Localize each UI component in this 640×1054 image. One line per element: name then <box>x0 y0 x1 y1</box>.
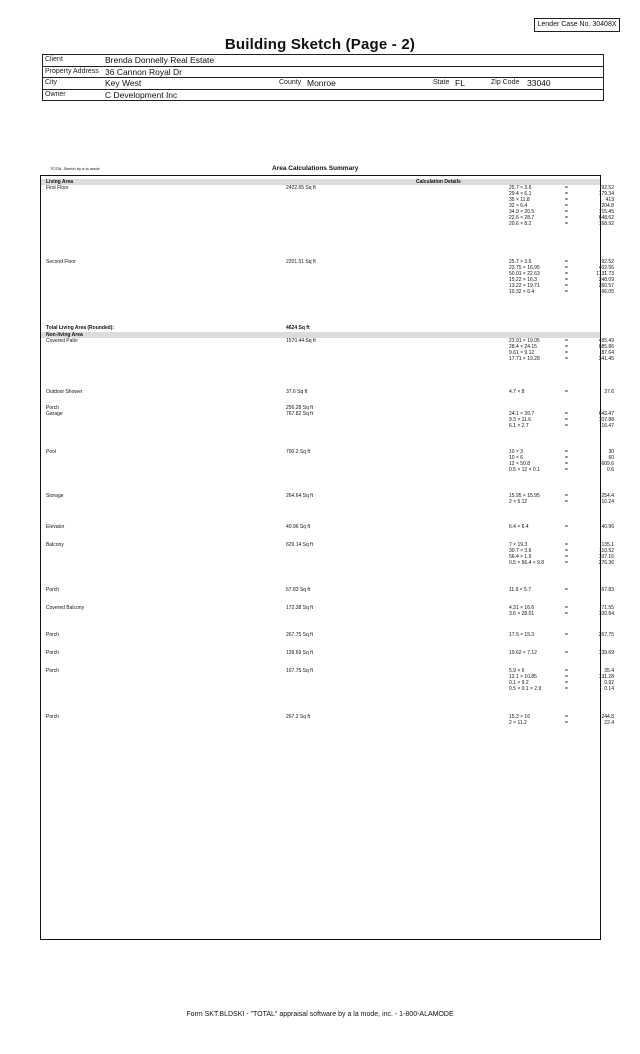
area-size: 40.96 Sq ft <box>286 524 311 530</box>
calculation-line <box>509 221 614 227</box>
equals-sign: = <box>565 449 568 455</box>
calculation-expression: 25.7 × 3.6 <box>509 185 532 191</box>
city-value: Key West <box>105 78 142 88</box>
city-row <box>43 78 603 90</box>
area-size: 700.2 Sq ft <box>286 449 311 455</box>
equals-sign: = <box>565 203 568 210</box>
calculation-expression: 56.4 × 1.9 <box>509 554 532 561</box>
subject-info-table <box>42 54 604 101</box>
calculation-result: 0.6 <box>607 467 614 474</box>
equals-sign: = <box>565 587 568 593</box>
calculation-result: 685.86 <box>598 344 614 351</box>
calculation-expression: 11.9 × 5.7 <box>509 587 532 593</box>
calculation-result: 248.09 <box>598 277 614 284</box>
area-size: 172.38 Sq ft <box>286 605 313 611</box>
calculation-line <box>509 720 614 726</box>
calculation-line <box>509 650 614 656</box>
calculation-line <box>509 423 614 429</box>
equals-sign: = <box>565 554 568 561</box>
calculation-expression: 23.91 × 19.05 <box>509 338 540 344</box>
calculation-result: 22.4 <box>604 720 614 727</box>
calculation-result: 107.88 <box>598 417 614 424</box>
calculation-expression: 5.9 × 6 <box>509 668 525 674</box>
equals-sign: = <box>565 674 568 681</box>
state-label: State <box>433 79 450 86</box>
calculation-expression: 17.71 × 19.28 <box>509 356 540 363</box>
equals-sign: = <box>565 338 568 344</box>
calculation-list <box>509 259 614 295</box>
area-size: 1570.44 Sq ft <box>286 338 316 344</box>
calculation-result: 402.56 <box>598 265 614 272</box>
calculation-list <box>509 714 614 726</box>
total-living-area-value: 4624 Sq ft <box>286 325 310 331</box>
page-title: Building Sketch (Page - 2) <box>224 36 416 53</box>
equals-sign: = <box>565 611 568 618</box>
calculation-result: 204.8 <box>601 203 614 210</box>
equals-sign: = <box>565 720 568 727</box>
area-name: Garage <box>46 411 63 417</box>
area-name: Porch <box>46 587 60 593</box>
owner-row <box>43 90 603 102</box>
address-label: Property Address <box>45 67 99 75</box>
address-row <box>43 67 603 79</box>
calculation-line <box>509 499 614 505</box>
calculation-result: 16.47 <box>601 423 614 430</box>
equals-sign: = <box>565 356 568 363</box>
calculation-expression: 0.5 × 56.4 × 9.8 <box>509 560 545 567</box>
calculation-list <box>509 338 614 362</box>
calculation-result: 643.47 <box>598 411 614 417</box>
calculation-expression: 25.7 × 3.6 <box>509 259 532 265</box>
equals-sign: = <box>565 283 568 290</box>
zip-value: 33040 <box>527 78 551 88</box>
area-name: Porch <box>46 405 60 411</box>
calculation-result: 648.62 <box>598 215 614 222</box>
calculation-expression: 50.01 × 22.63 <box>509 271 540 278</box>
area-name: Porch <box>46 632 60 638</box>
sketch-credit: TOTAL Sketch by a la mode <box>50 166 100 171</box>
calculation-expression: 34.9 × 20.5 <box>509 209 535 216</box>
calculation-expression: 0.5 × 12 × 0.1 <box>509 467 540 474</box>
owner-value: C Development Inc <box>105 89 178 100</box>
form-footer: Form SKT.BLDSKI - "TOTAL" appraisal software by a la mode, inc. - 1-800-ALAMODE <box>186 1011 454 1018</box>
calculation-expression: 6.1 × 2.7 <box>509 423 529 430</box>
calculation-expression: 12.1 × 10.85 <box>509 674 537 681</box>
calculation-result: 107.16 <box>598 554 614 561</box>
calculation-result: 609.6 <box>601 461 614 468</box>
area-size: 139.69 Sq ft <box>286 650 313 656</box>
area-name: Porch <box>46 650 60 656</box>
area-calculations-box <box>40 175 614 940</box>
calculation-expression: 10 × 6 <box>509 455 524 462</box>
calculation-line <box>509 467 614 473</box>
equals-sign: = <box>565 344 568 351</box>
equals-sign: = <box>565 197 568 204</box>
client-row <box>43 55 603 67</box>
equals-sign: = <box>565 632 568 638</box>
calculation-expression: 15.22 × 16.3 <box>509 277 537 284</box>
equals-sign: = <box>565 467 568 474</box>
calculation-expression: 13.22 × 19.71 <box>509 283 540 290</box>
calculation-expression: 35 × 11.8 <box>509 197 530 204</box>
calculation-expression: 0.5 × 0.1 × 2.9 <box>509 686 542 693</box>
calculation-result: 87.64 <box>601 350 614 357</box>
calculation-expression: 4.7 × 8 <box>509 389 525 395</box>
calculation-expression: 24.1 × 26.7 <box>509 411 535 417</box>
calculation-list <box>509 411 614 429</box>
calculation-result: 60 <box>608 455 614 462</box>
city-label: City <box>45 79 58 86</box>
calculation-result: 455.49 <box>598 338 614 344</box>
state-value: FL <box>455 78 465 88</box>
calculation-list <box>509 542 614 566</box>
calculation-expression: 23.75 × 16.95 <box>509 265 540 272</box>
calculation-expression: 10.32 × 6.4 <box>509 289 535 296</box>
calculation-list <box>509 605 614 617</box>
area-name: Balcony <box>46 542 64 548</box>
calculation-line <box>509 611 614 617</box>
calculation-list <box>509 449 614 473</box>
calculation-list <box>509 524 614 530</box>
calculation-expression: 6.4 × 6.4 <box>509 524 529 530</box>
calculation-list <box>509 632 614 638</box>
area-size: 167.75 Sq ft <box>286 668 313 674</box>
calculation-expression: 9.3 × 11.6 <box>509 417 532 424</box>
lender-case-number: Lender Case No. 30408X <box>534 18 620 32</box>
calculation-result: 276.36 <box>598 560 614 567</box>
calculation-expression: 9.61 × 9.12 <box>509 350 535 357</box>
calculation-list <box>509 493 614 505</box>
calculation-result: 37.6 <box>604 389 614 395</box>
equals-sign: = <box>565 714 568 720</box>
calculation-expression: 15.95 × 15.95 <box>509 493 540 499</box>
equals-sign: = <box>565 277 568 284</box>
area-name: Storage <box>46 493 64 499</box>
calculation-result: 139.69 <box>598 650 614 656</box>
calculation-result: 341.45 <box>598 356 614 363</box>
area-name: First Floor <box>46 185 69 191</box>
calculation-line <box>509 524 614 530</box>
area-size: 2201.51 Sq ft <box>286 259 316 265</box>
calculation-list <box>509 668 614 692</box>
calculation-result: 135.1 <box>601 542 614 548</box>
calculation-expression: 32 × 6.4 <box>509 203 528 210</box>
calculation-expression: 17.5 × 15.3 <box>509 632 535 638</box>
zip-label: Zip Code <box>491 79 520 86</box>
calculation-result: 244.8 <box>601 714 614 720</box>
equals-sign: = <box>565 265 568 272</box>
equals-sign: = <box>565 271 568 278</box>
calculation-expression: 30.7 × 3.6 <box>509 548 532 555</box>
calculation-expression: 10 × 3 <box>509 449 524 455</box>
calculation-expression: 2 × 5.12 <box>509 499 528 506</box>
calculation-expression: 7 × 19.3 <box>509 542 528 548</box>
equals-sign: = <box>565 461 568 468</box>
calculation-result: 1131.73 <box>596 271 614 278</box>
area-name: Porch <box>46 714 60 720</box>
calculation-list <box>509 650 614 656</box>
equals-sign: = <box>565 411 568 417</box>
equals-sign: = <box>565 499 568 506</box>
area-name: Porch <box>46 668 60 674</box>
calculation-line <box>509 632 614 638</box>
calculation-expression: 0.1 × 9.2 <box>509 680 529 687</box>
equals-sign: = <box>565 185 568 191</box>
area-size: 264.64 Sq ft <box>286 493 313 499</box>
area-size: 267.75 Sq ft <box>286 632 313 638</box>
calculation-line <box>509 289 614 295</box>
area-size: 2422.65 Sq ft <box>286 185 316 191</box>
equals-sign: = <box>565 560 568 567</box>
equals-sign: = <box>565 417 568 424</box>
calculation-expression: 2 × 11.2 <box>509 720 527 727</box>
calculation-result: 92.52 <box>601 259 614 265</box>
calculation-result: 40.96 <box>601 524 614 530</box>
area-size: 267.2 Sq ft <box>286 714 311 720</box>
area-name: Outdoor Shower <box>46 389 83 395</box>
county-label: County <box>279 79 302 86</box>
address-value: 36 Cannon Royal Dr <box>105 66 183 77</box>
calculation-expression: 22.6 × 28.7 <box>509 215 535 222</box>
calculation-result: 110.52 <box>599 548 614 555</box>
calculation-expression: 12 × 50.8 <box>509 461 530 468</box>
equals-sign: = <box>565 542 568 548</box>
calculation-line <box>509 389 614 395</box>
client-label: Client <box>45 56 63 63</box>
client-value: Brenda Donnelly Real Estate <box>105 55 215 65</box>
calculation-result: 71.55 <box>601 605 614 611</box>
calculation-expression: 29.4 × 6.1 <box>509 191 532 198</box>
calculation-line <box>509 356 614 362</box>
equals-sign: = <box>565 289 568 296</box>
owner-label: Owner <box>45 90 66 98</box>
calculation-result: 10.24 <box>601 499 614 506</box>
summary-title: Area Calculations Summary <box>272 165 359 172</box>
area-name: Pool <box>46 449 57 455</box>
equals-sign: = <box>565 680 568 687</box>
calculation-result: 260.57 <box>598 283 614 290</box>
area-size: 767.82 Sq ft <box>286 411 313 417</box>
calculation-list <box>509 389 614 395</box>
county-value: Monroe <box>307 78 336 88</box>
equals-sign: = <box>565 215 568 222</box>
calculation-expression: 19.62 × 7.12 <box>509 650 537 656</box>
equals-sign: = <box>565 605 568 611</box>
area-name: Covered Balcony <box>46 605 85 611</box>
equals-sign: = <box>565 259 568 265</box>
equals-sign: = <box>565 191 568 198</box>
calculation-expression: 4.31 × 16.6 <box>509 605 535 611</box>
calculation-result: 131.28 <box>598 674 614 681</box>
equals-sign: = <box>565 686 568 693</box>
equals-sign: = <box>565 221 568 228</box>
calculation-result: 254.4 <box>601 493 614 499</box>
calculation-result: 0.14 <box>604 686 614 693</box>
equals-sign: = <box>565 389 568 395</box>
calculation-list <box>509 185 614 227</box>
calculation-result: 100.84 <box>598 611 614 618</box>
area-size: 37.6 Sq ft <box>286 389 308 395</box>
living-area-header: Living Area <box>46 179 74 185</box>
calculation-line <box>509 587 614 593</box>
calculation-result: 35.4 <box>604 668 614 674</box>
calculation-result: 715.45 <box>598 209 614 216</box>
non-living-area-header: Non-living Area <box>46 332 83 338</box>
area-size: 256.28 Sq ft <box>286 405 313 411</box>
area-size: 67.83 Sq ft <box>286 587 311 593</box>
calculation-line <box>509 686 614 692</box>
calculation-line <box>509 560 614 566</box>
area-name: Covered Patio <box>46 338 78 344</box>
calculation-result: 179.34 <box>598 191 614 198</box>
calculation-expression: 28.4 × 24.15 <box>509 344 537 351</box>
calculation-result: 413 <box>605 197 614 204</box>
equals-sign: = <box>565 548 568 555</box>
equals-sign: = <box>565 524 568 530</box>
equals-sign: = <box>565 668 568 674</box>
calculation-result: 67.83 <box>601 587 614 593</box>
calculation-expression: 20.6 × 8.2 <box>509 221 532 228</box>
calculation-list <box>509 587 614 593</box>
calculation-result: 30 <box>608 449 614 455</box>
equals-sign: = <box>565 350 568 357</box>
calculation-result: 0.92 <box>604 680 614 687</box>
total-living-area-label: Total Living Area (Rounded): <box>46 325 115 331</box>
calculation-result: 66.05 <box>601 289 614 296</box>
area-name: Second Floor <box>46 259 76 265</box>
equals-sign: = <box>565 650 568 656</box>
calculation-result: 168.92 <box>598 221 614 228</box>
equals-sign: = <box>565 209 568 216</box>
equals-sign: = <box>565 455 568 462</box>
calculation-result: 92.52 <box>601 185 614 191</box>
calculation-expression: 15.3 × 16 <box>509 714 530 720</box>
calculation-details-header: Calculation Details <box>416 179 461 185</box>
calculation-expression: 3.6 × 28.01 <box>509 611 535 618</box>
area-size: 629.14 Sq ft <box>286 542 313 548</box>
equals-sign: = <box>565 493 568 499</box>
equals-sign: = <box>565 423 568 430</box>
calculation-result: 267.75 <box>598 632 614 638</box>
area-name: Elevator <box>46 524 65 530</box>
